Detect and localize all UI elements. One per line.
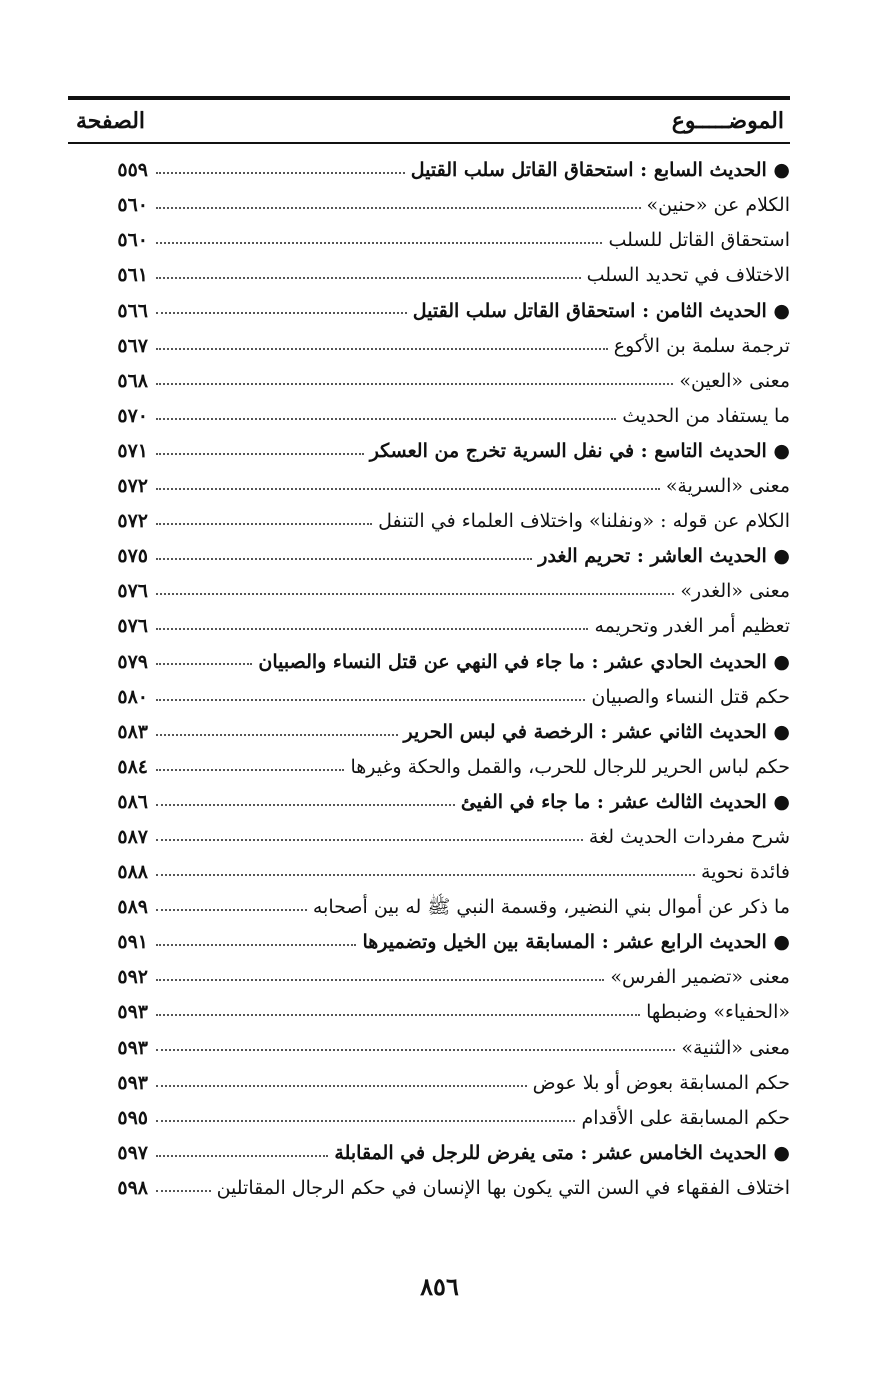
toc-entry-title: حكم قتل النساء والصبيان	[591, 685, 790, 708]
toc-entry-title: ● الحديث الثاني عشر : الرخصة في لبس الحرير	[403, 720, 790, 743]
toc-entry	[68, 532, 790, 567]
toc-entry-page: ٥٧٢	[117, 475, 148, 498]
dot-leader	[156, 172, 405, 174]
toc-entry	[68, 883, 790, 918]
toc-entry-page: ٥٨٠	[117, 685, 148, 708]
toc-entry-page: ٥٦٦	[117, 299, 148, 322]
dot-leader	[156, 979, 604, 981]
toc-entry-page: ٥٦٠	[117, 194, 148, 217]
dot-leader	[156, 1155, 328, 1157]
toc-entry	[68, 1058, 790, 1093]
toc-entry-title: معنى «الغدر»	[680, 580, 790, 603]
dot-leader	[156, 663, 252, 665]
dot-leader	[156, 628, 588, 630]
toc-entry-title: ● الحديث السابع : استحقاق القاتل سلب القتيل	[410, 159, 790, 182]
toc-entry	[68, 216, 790, 251]
toc-entry	[68, 743, 790, 778]
toc-entry-page: ٥٩١	[117, 931, 148, 954]
toc-entry-title: ● الحديث العاشر : تحريم الغدر	[538, 545, 790, 568]
dot-leader	[156, 418, 616, 420]
toc-entry	[68, 251, 790, 286]
toc-entry-title: ● الحديث الخامس عشر : متى يفرض للرجل في المقابلة	[334, 1141, 790, 1164]
toc-entry-page: ٥٧٦	[117, 615, 148, 638]
toc-entry	[68, 778, 790, 813]
toc-page	[68, 96, 790, 1199]
dot-leader	[156, 944, 356, 946]
toc-entry-page: ٥٧١	[117, 439, 148, 462]
toc-entry	[68, 357, 790, 392]
dot-leader	[156, 1085, 527, 1087]
toc-entry	[68, 392, 790, 427]
dot-leader	[156, 804, 455, 806]
toc-entry-title: الكلام عن «حنين»	[646, 194, 790, 217]
toc-entry	[68, 1094, 790, 1129]
dot-leader	[156, 909, 307, 911]
toc-entry	[68, 146, 790, 181]
toc-entry-page: ٥٦٠	[117, 229, 148, 252]
toc-entry-page: ٥٨٧	[117, 825, 148, 848]
toc-entry-title: «الحفياء» وضبطها	[646, 1001, 790, 1024]
toc-entry-page: ٥٩٢	[117, 966, 148, 989]
toc-header	[68, 100, 790, 142]
toc-entry	[68, 672, 790, 707]
toc-entry-title: معنى «السرية»	[665, 475, 790, 498]
toc-entry	[68, 181, 790, 216]
dot-leader	[156, 383, 673, 385]
dot-leader	[156, 558, 532, 560]
dot-leader	[156, 207, 641, 209]
toc-entry	[68, 848, 790, 883]
topic-column-heading: الموضـــــوع	[671, 108, 784, 134]
toc-entry	[68, 918, 790, 953]
toc-entry-page: ٥٩٥	[117, 1106, 148, 1129]
dot-leader	[156, 242, 602, 244]
toc-entry-page: ٥٦٨	[117, 369, 148, 392]
dot-leader	[156, 277, 581, 279]
toc-entry-page: ٥٨٩	[117, 896, 148, 919]
toc-entry-page: ٥٩٣	[117, 1036, 148, 1059]
dot-leader	[156, 699, 585, 701]
dot-leader	[156, 523, 372, 525]
toc-entry-title: شرح مفردات الحديث لغة	[588, 825, 790, 848]
toc-entry-page: ٥٩٨	[117, 1176, 148, 1199]
toc-entry-page: ٥٧٠	[117, 404, 148, 427]
toc-entry-page: ٥٨٨	[117, 861, 148, 884]
toc-entry-page: ٥٨٤	[117, 755, 148, 778]
toc-entry-title: استحقاق القاتل للسلب	[608, 229, 790, 252]
toc-entry-page: ٥٨٦	[117, 790, 148, 813]
dot-leader	[156, 488, 660, 490]
dot-leader	[156, 1049, 675, 1051]
toc-entry-title: حكم المسابقة بعوض أو بلا عوض	[532, 1071, 790, 1094]
toc-entry-title: حكم لباس الحرير للرجال للحرب، والقمل والحكة وغيرها	[350, 755, 790, 778]
toc-entry	[68, 708, 790, 743]
dot-leader	[156, 1120, 575, 1122]
toc-entry-page: ٥٧٢	[117, 510, 148, 533]
toc-entry-title: ● الحديث الثالث عشر : ما جاء في الفيئ	[460, 790, 790, 813]
toc-entry-page: ٥٩٣	[117, 1071, 148, 1094]
dot-leader	[156, 874, 695, 876]
toc-entry	[68, 567, 790, 602]
toc-entry	[68, 1129, 790, 1164]
toc-entry	[68, 813, 790, 848]
toc-entry-page: ٥٧٥	[117, 545, 148, 568]
toc-entry	[68, 1164, 790, 1199]
toc-entry-title: ما يستفاد من الحديث	[622, 404, 790, 427]
toc-entry-page: ٥٦١	[117, 264, 148, 287]
toc-entry-title: معنى «الثنية»	[681, 1036, 790, 1059]
dot-leader	[156, 348, 608, 350]
toc-entry-page: ٥٩٣	[117, 1001, 148, 1024]
page-number: ٨٥٦	[420, 1272, 459, 1301]
toc-entry	[68, 321, 790, 356]
toc-entry-page: ٥٧٩	[117, 650, 148, 673]
toc-entry	[68, 637, 790, 672]
toc-entry-title: معنى «العين»	[679, 369, 790, 392]
dot-leader	[156, 312, 407, 314]
toc-entry-page: ٥٧٦	[117, 580, 148, 603]
dot-leader	[156, 1190, 211, 1192]
toc-entry	[68, 988, 790, 1023]
dot-leader	[156, 769, 344, 771]
page-column-heading: الصفحة	[76, 108, 146, 134]
toc-entry-page: ٥٩٧	[117, 1141, 148, 1164]
toc-entry-title: ● الحديث الرابع عشر : المسابقة بين الخيل وتضميرها	[362, 931, 790, 954]
toc-entry	[68, 953, 790, 988]
toc-entry-title: اختلاف الفقهاء في السن التي يكون بها الإنسان في حكم الرجال المقاتلين	[216, 1176, 790, 1199]
toc-entry-title: فائدة نحوية	[701, 861, 790, 884]
toc-entry-title: حكم المسابقة على الأقدام	[581, 1106, 790, 1129]
dot-leader	[156, 453, 364, 455]
toc-entry	[68, 427, 790, 462]
toc-entry-title: ترجمة سلمة بن الأكوع	[613, 334, 790, 357]
dot-leader	[156, 1014, 640, 1016]
toc-entry-title: ما ذكر عن أموال بني النضير، وقسمة النبي ﷺ له بين أصحابه	[312, 896, 790, 919]
toc-entry-title: ● الحديث الحادي عشر : ما جاء في النهي عن قتل النساء والصبيان	[258, 650, 790, 673]
toc-entry-title: معنى «تضمير الفرس»	[610, 966, 790, 989]
toc-entry-title: ● الحديث الثامن : استحقاق القاتل سلب القتيل	[412, 299, 790, 322]
toc-entries	[68, 144, 790, 1199]
toc-entry-page: ٥٥٩	[117, 159, 148, 182]
dot-leader	[156, 734, 398, 736]
toc-entry	[68, 602, 790, 637]
toc-entry	[68, 497, 790, 532]
toc-entry-title: تعظيم أمر الغدر وتحريمه	[594, 615, 790, 638]
toc-entry	[68, 286, 790, 321]
dot-leader	[156, 593, 674, 595]
toc-entry	[68, 462, 790, 497]
dot-leader	[156, 839, 583, 841]
toc-entry-page: ٥٦٧	[117, 334, 148, 357]
toc-entry-title: ● الحديث التاسع : في نفل السرية تخرج من العسكر	[369, 439, 790, 462]
toc-entry-page: ٥٨٣	[117, 720, 148, 743]
toc-entry	[68, 1023, 790, 1058]
toc-entry-title: الكلام عن قوله : «ونفلنا» واختلاف العلماء في التنفل	[378, 510, 790, 533]
toc-entry-title: الاختلاف في تحديد السلب	[586, 264, 790, 287]
